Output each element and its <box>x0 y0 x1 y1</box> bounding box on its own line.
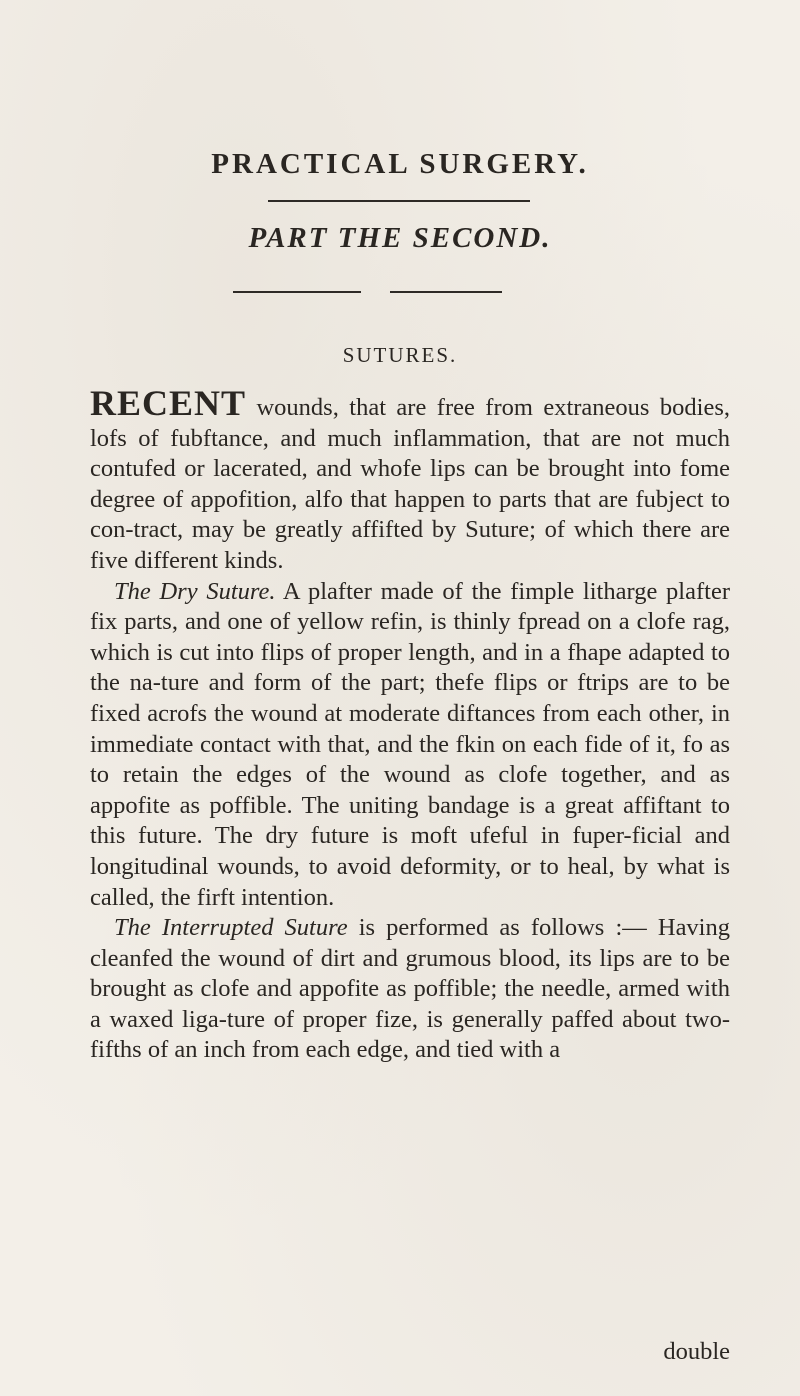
paragraph-text: A plafter made of the fimple litharge plafter fix parts, and one of yellow refin, is thinly fpread on a clofe rag, which is cut into flips of proper length, and in a fhape adapted to the na-ture and form of the part; thefe flips or ftrips are to be fixed acrofs the wound at moderate diftances from each other, in immediate contact with that, and the fkin on each fide of it, fo as to retain the edges of the wound as clofe together, and as appofite as poffible. The uniting bandage is a great affiftant to this future. The dry future is moft ufeful in fuper-ficial and longitudinal wounds, to avoid deformity, or to heal, by what is called, the firft intention. <box>90 577 730 911</box>
paragraph-lead-interrupted-suture: The Interrupted Suture <box>114 914 348 942</box>
paragraph-interrupted-suture <box>90 913 730 1066</box>
section-rule-left <box>233 291 361 293</box>
catchword: double <box>663 1338 730 1365</box>
section-rule-right <box>390 291 502 293</box>
running-head: PRACTICAL SURGERY. <box>211 148 589 180</box>
paragraph-text: wounds, that are free from extraneous bodies, lofs of fubftance, and much inflammation, that are not much contufed or lacerated, and whofe lips can be brought into fome degree of appofition, alfo that happen to parts that are fubject to con-tract, may be greatly affifted by Suture; of which there are five different kinds. <box>90 394 730 574</box>
header-rule <box>268 200 530 202</box>
paragraph-lead-dry-suture: The Dry Suture. <box>114 577 276 605</box>
paragraph-text: is performed as follows :— Having cleanfed the wound of dirt and grumous blood, its lips are to be brought as clofe and appofite as poffible; the needle, armed with a waxed liga-ture of proper fize, is generally paffed about two-fifths of an inch from each edge, and tied with a <box>90 914 730 1064</box>
part-heading: PART THE SECOND. <box>248 222 552 254</box>
paragraph-dry-suture <box>90 577 730 914</box>
section-heading: SUTURES. <box>342 343 458 367</box>
paragraph-opening-word: RECENT <box>90 383 247 423</box>
body-text <box>90 383 730 1066</box>
paragraph-recent-wounds <box>90 383 730 577</box>
